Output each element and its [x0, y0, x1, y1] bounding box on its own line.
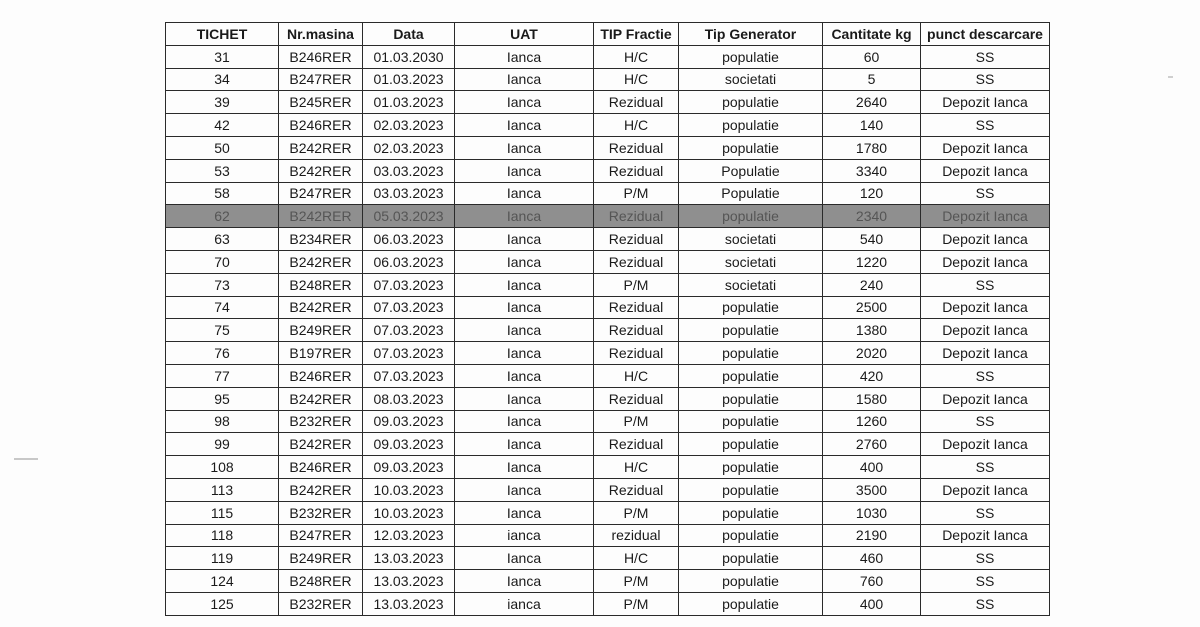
table-cell: Depozit Ianca	[921, 159, 1050, 182]
table-cell: 3340	[823, 159, 921, 182]
table-cell: B242RER	[279, 296, 363, 319]
table-cell: B242RER	[279, 136, 363, 159]
table-cell: Rezidual	[594, 296, 679, 319]
table-cell: Depozit Ianca	[921, 524, 1050, 547]
table-cell: populatie	[679, 45, 823, 68]
table-cell: SS	[921, 364, 1050, 387]
table-cell: Ianca	[455, 364, 594, 387]
table-cell: 1260	[823, 410, 921, 433]
table-cell: B197RER	[279, 342, 363, 365]
table-cell: 400	[823, 592, 921, 615]
table-cell: B242RER	[279, 387, 363, 410]
table-cell: Ianca	[455, 228, 594, 251]
table-cell: 125	[166, 592, 279, 615]
table-cell: 420	[823, 364, 921, 387]
table-row	[166, 433, 1050, 456]
table-row	[166, 592, 1050, 615]
column-header: punct descarcare	[921, 23, 1050, 46]
table-cell: 60	[823, 45, 921, 68]
table-cell: Ianca	[455, 114, 594, 137]
table-cell: SS	[921, 501, 1050, 524]
column-header: TIP Fractie	[594, 23, 679, 46]
table-row	[166, 136, 1050, 159]
table-cell: 31	[166, 45, 279, 68]
table-cell: 76	[166, 342, 279, 365]
table-cell: 13.03.2023	[363, 592, 455, 615]
table-row	[166, 250, 1050, 273]
table-cell: 53	[166, 159, 279, 182]
table-cell: P/M	[594, 570, 679, 593]
table-cell: Rezidual	[594, 478, 679, 501]
table-cell: 50	[166, 136, 279, 159]
table-cell: B245RER	[279, 91, 363, 114]
table-cell: 63	[166, 228, 279, 251]
table-cell: populatie	[679, 433, 823, 456]
table-cell: 95	[166, 387, 279, 410]
table-cell: Rezidual	[594, 342, 679, 365]
table-cell: Rezidual	[594, 159, 679, 182]
table-cell: Depozit Ianca	[921, 91, 1050, 114]
table-cell: 07.03.2023	[363, 319, 455, 342]
table-cell: Depozit Ianca	[921, 478, 1050, 501]
table-cell: 01.03.2023	[363, 91, 455, 114]
table-cell: Rezidual	[594, 387, 679, 410]
table-cell: Depozit Ianca	[921, 387, 1050, 410]
table-cell: Depozit Ianca	[921, 205, 1050, 228]
table-row	[166, 524, 1050, 547]
table-cell: 2020	[823, 342, 921, 365]
table-cell: SS	[921, 273, 1050, 296]
table-cell: H/C	[594, 114, 679, 137]
table-cell: 2760	[823, 433, 921, 456]
table-cell: 1380	[823, 319, 921, 342]
table-row	[166, 205, 1050, 228]
table-row	[166, 387, 1050, 410]
table-cell: B232RER	[279, 592, 363, 615]
table-cell: B247RER	[279, 182, 363, 205]
table-row	[166, 319, 1050, 342]
table-row	[166, 114, 1050, 137]
table-cell: H/C	[594, 68, 679, 91]
table-row	[166, 228, 1050, 251]
table-cell: Ianca	[455, 182, 594, 205]
table-cell: H/C	[594, 547, 679, 570]
table-cell: populatie	[679, 296, 823, 319]
table-cell: 13.03.2023	[363, 547, 455, 570]
table-cell: 140	[823, 114, 921, 137]
table-cell: populatie	[679, 205, 823, 228]
table-cell: populatie	[679, 364, 823, 387]
table-cell: populatie	[679, 410, 823, 433]
table-cell: P/M	[594, 182, 679, 205]
table-cell: 34	[166, 68, 279, 91]
table-cell: 03.03.2023	[363, 182, 455, 205]
table-cell: SS	[921, 592, 1050, 615]
table-cell: SS	[921, 410, 1050, 433]
table-cell: B246RER	[279, 364, 363, 387]
table-header	[166, 23, 1050, 46]
table-cell: populatie	[679, 114, 823, 137]
table-cell: B246RER	[279, 114, 363, 137]
table-cell: populatie	[679, 342, 823, 365]
table-row	[166, 68, 1050, 91]
column-header: Cantitate kg	[823, 23, 921, 46]
column-header: Data	[363, 23, 455, 46]
table-cell: Populatie	[679, 182, 823, 205]
table-cell: Ianca	[455, 91, 594, 114]
table-cell: Rezidual	[594, 136, 679, 159]
tickets-table	[165, 22, 1050, 616]
table-cell: populatie	[679, 592, 823, 615]
table-cell: Depozit Ianca	[921, 342, 1050, 365]
table-cell: populatie	[679, 319, 823, 342]
table-cell: Ianca	[455, 296, 594, 319]
table-cell: B249RER	[279, 547, 363, 570]
scanned-sheet	[165, 22, 1050, 616]
table-cell: 03.03.2023	[363, 159, 455, 182]
table-cell: Ianca	[455, 456, 594, 479]
table-cell: Rezidual	[594, 228, 679, 251]
table-cell: Depozit Ianca	[921, 136, 1050, 159]
table-row	[166, 501, 1050, 524]
table-cell: Depozit Ianca	[921, 228, 1050, 251]
table-row	[166, 45, 1050, 68]
table-cell: SS	[921, 182, 1050, 205]
table-row	[166, 159, 1050, 182]
table-cell: B242RER	[279, 205, 363, 228]
table-cell: 08.03.2023	[363, 387, 455, 410]
table-cell: populatie	[679, 136, 823, 159]
table-cell: 73	[166, 273, 279, 296]
table-cell: 99	[166, 433, 279, 456]
table-row	[166, 91, 1050, 114]
table-row	[166, 410, 1050, 433]
table-cell: Rezidual	[594, 319, 679, 342]
table-cell: 07.03.2023	[363, 296, 455, 319]
table-cell: 01.03.2030	[363, 45, 455, 68]
table-cell: 12.03.2023	[363, 524, 455, 547]
table-row	[166, 570, 1050, 593]
table-cell: B246RER	[279, 456, 363, 479]
table-cell: 124	[166, 570, 279, 593]
table-cell: Rezidual	[594, 205, 679, 228]
table-cell: B248RER	[279, 570, 363, 593]
scan-mark	[1168, 76, 1173, 78]
table-cell: 62	[166, 205, 279, 228]
table-cell: 119	[166, 547, 279, 570]
table-cell: 2340	[823, 205, 921, 228]
table-cell: societati	[679, 68, 823, 91]
table-cell: Ianca	[455, 159, 594, 182]
table-cell: 540	[823, 228, 921, 251]
table-cell: Populatie	[679, 159, 823, 182]
table-cell: populatie	[679, 570, 823, 593]
table-cell: B246RER	[279, 45, 363, 68]
table-cell: Ianca	[455, 342, 594, 365]
table-cell: 05.03.2023	[363, 205, 455, 228]
table-cell: H/C	[594, 364, 679, 387]
column-header: Nr.masina	[279, 23, 363, 46]
table-cell: P/M	[594, 592, 679, 615]
table-body	[166, 45, 1050, 615]
table-cell: Depozit Ianca	[921, 250, 1050, 273]
table-cell: SS	[921, 547, 1050, 570]
table-cell: societati	[679, 250, 823, 273]
table-cell: 07.03.2023	[363, 273, 455, 296]
table-cell: B249RER	[279, 319, 363, 342]
table-cell: 3500	[823, 478, 921, 501]
table-cell: 240	[823, 273, 921, 296]
table-cell: 75	[166, 319, 279, 342]
table-cell: Depozit Ianca	[921, 319, 1050, 342]
table-cell: B247RER	[279, 524, 363, 547]
table-cell: Ianca	[455, 478, 594, 501]
table-cell: 42	[166, 114, 279, 137]
table-cell: 02.03.2023	[363, 136, 455, 159]
table-cell: 400	[823, 456, 921, 479]
table-cell: 09.03.2023	[363, 410, 455, 433]
table-cell: Ianca	[455, 45, 594, 68]
table-cell: SS	[921, 45, 1050, 68]
table-cell: SS	[921, 114, 1050, 137]
table-row	[166, 273, 1050, 296]
table-cell: Ianca	[455, 319, 594, 342]
table-row	[166, 364, 1050, 387]
column-header: UAT	[455, 23, 594, 46]
table-cell: Ianca	[455, 410, 594, 433]
table-cell: societati	[679, 273, 823, 296]
table-cell: Ianca	[455, 547, 594, 570]
table-cell: 07.03.2023	[363, 342, 455, 365]
table-cell: Depozit Ianca	[921, 296, 1050, 319]
table-cell: 02.03.2023	[363, 114, 455, 137]
table-cell: B248RER	[279, 273, 363, 296]
column-header: Tip Generator	[679, 23, 823, 46]
table-cell: 06.03.2023	[363, 228, 455, 251]
table-cell: 10.03.2023	[363, 501, 455, 524]
table-cell: 77	[166, 364, 279, 387]
table-row	[166, 478, 1050, 501]
column-header: TICHET	[166, 23, 279, 46]
table-cell: 1220	[823, 250, 921, 273]
table-cell: B242RER	[279, 478, 363, 501]
table-cell: H/C	[594, 45, 679, 68]
table-cell: 120	[823, 182, 921, 205]
table-cell: Ianca	[455, 68, 594, 91]
table-cell: societati	[679, 228, 823, 251]
table-cell: 1780	[823, 136, 921, 159]
table-cell: populatie	[679, 547, 823, 570]
table-cell: populatie	[679, 478, 823, 501]
table-cell: 1030	[823, 501, 921, 524]
table-cell: Ianca	[455, 273, 594, 296]
table-cell: Ianca	[455, 501, 594, 524]
table-cell: 01.03.2023	[363, 68, 455, 91]
table-cell: B242RER	[279, 250, 363, 273]
table-cell: Rezidual	[594, 433, 679, 456]
table-cell: 2640	[823, 91, 921, 114]
table-cell: ianca	[455, 524, 594, 547]
table-cell: 2190	[823, 524, 921, 547]
table-cell: 06.03.2023	[363, 250, 455, 273]
table-row	[166, 547, 1050, 570]
table-cell: 13.03.2023	[363, 570, 455, 593]
table-cell: SS	[921, 570, 1050, 593]
table-cell: 09.03.2023	[363, 456, 455, 479]
table-cell: ianca	[455, 592, 594, 615]
table-cell: B234RER	[279, 228, 363, 251]
table-cell: Rezidual	[594, 91, 679, 114]
table-cell: H/C	[594, 456, 679, 479]
table-cell: 70	[166, 250, 279, 273]
table-row	[166, 456, 1050, 479]
table-cell: B232RER	[279, 501, 363, 524]
table-cell: 98	[166, 410, 279, 433]
table-cell: Ianca	[455, 136, 594, 159]
table-cell: populatie	[679, 456, 823, 479]
table-cell: 2500	[823, 296, 921, 319]
table-cell: P/M	[594, 273, 679, 296]
table-cell: 74	[166, 296, 279, 319]
table-row	[166, 342, 1050, 365]
table-cell: populatie	[679, 91, 823, 114]
table-cell: populatie	[679, 524, 823, 547]
table-cell: 1580	[823, 387, 921, 410]
table-cell: SS	[921, 456, 1050, 479]
table-cell: populatie	[679, 387, 823, 410]
table-cell: 460	[823, 547, 921, 570]
table-cell: 10.03.2023	[363, 478, 455, 501]
table-cell: 58	[166, 182, 279, 205]
table-cell: Rezidual	[594, 250, 679, 273]
table-cell: 39	[166, 91, 279, 114]
table-row	[166, 182, 1050, 205]
table-cell: B232RER	[279, 410, 363, 433]
table-cell: 115	[166, 501, 279, 524]
table-cell: P/M	[594, 501, 679, 524]
table-cell: Depozit Ianca	[921, 433, 1050, 456]
header-row	[166, 23, 1050, 46]
table-cell: P/M	[594, 410, 679, 433]
table-cell: B242RER	[279, 433, 363, 456]
table-cell: Ianca	[455, 205, 594, 228]
table-cell: SS	[921, 68, 1050, 91]
table-cell: Ianca	[455, 387, 594, 410]
table-cell: B242RER	[279, 159, 363, 182]
scan-mark	[14, 458, 38, 460]
table-cell: 113	[166, 478, 279, 501]
table-cell: Ianca	[455, 433, 594, 456]
table-cell: Ianca	[455, 250, 594, 273]
table-cell: 5	[823, 68, 921, 91]
table-cell: 108	[166, 456, 279, 479]
table-row	[166, 296, 1050, 319]
table-cell: 07.03.2023	[363, 364, 455, 387]
table-cell: 09.03.2023	[363, 433, 455, 456]
table-cell: Ianca	[455, 570, 594, 593]
table-cell: 760	[823, 570, 921, 593]
table-cell: populatie	[679, 501, 823, 524]
table-cell: rezidual	[594, 524, 679, 547]
table-cell: 118	[166, 524, 279, 547]
table-cell: B247RER	[279, 68, 363, 91]
